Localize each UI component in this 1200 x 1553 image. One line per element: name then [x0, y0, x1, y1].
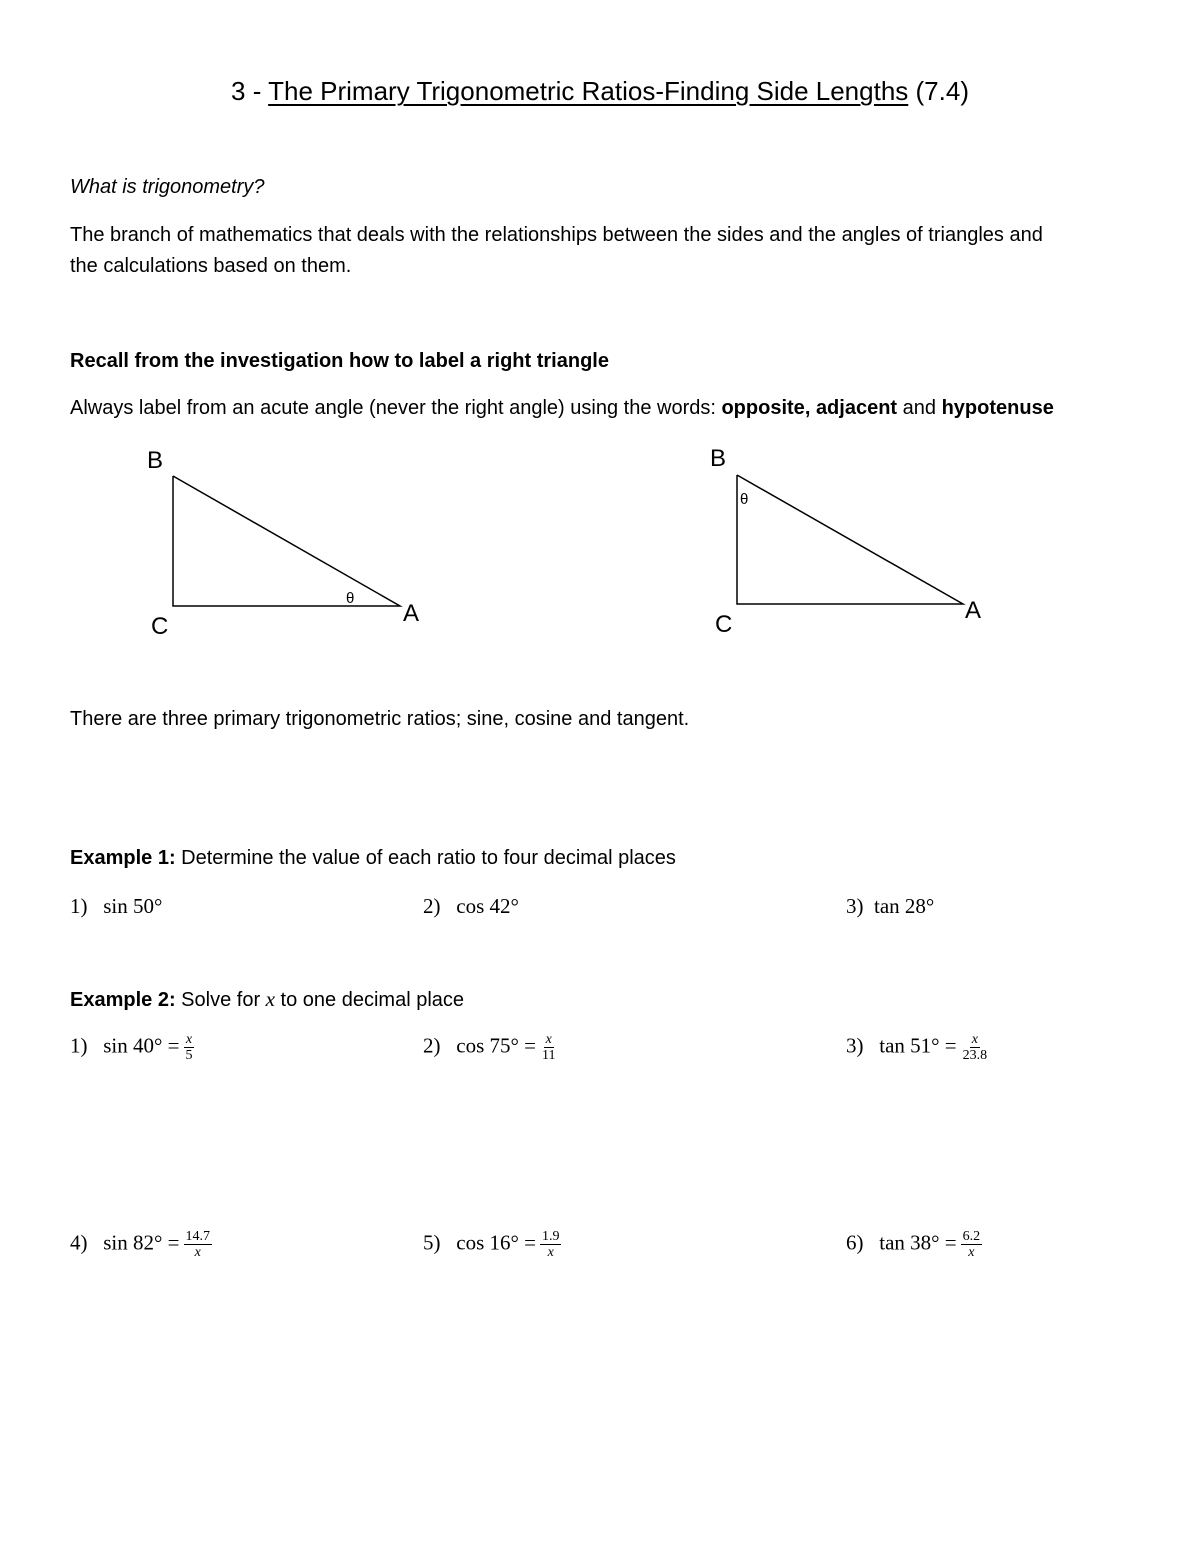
- example1-item-1: [70, 894, 162, 919]
- title-suffix: (7.4): [908, 76, 969, 106]
- example2-instr-b: to one decimal place: [275, 989, 465, 1011]
- example2-item-4-lhs: sin 82° =: [103, 1230, 180, 1255]
- triangle-1: [147, 447, 419, 640]
- intro-definition-line1: The branch of mathematics that deals with the relationships between the sides and the angles of triangles and: [70, 224, 1043, 246]
- example1-item-2-expr: cos 42°: [456, 894, 519, 918]
- example2-item-1-num: 1): [70, 1033, 88, 1058]
- example2-item-2-fraction: [540, 1032, 557, 1063]
- example1-item-1-expr: sin 50°: [103, 894, 163, 918]
- triangle-2-label-a: A: [965, 597, 982, 624]
- example1-item-3-expr: tan 28°: [874, 894, 935, 918]
- example2-item-4-numerator: 14.7: [185, 1229, 210, 1244]
- example2-instr-a: Solve for: [175, 989, 266, 1011]
- triangle-2-label-b: B: [710, 445, 727, 472]
- example2-item-3: [846, 1032, 989, 1063]
- example2-item-6-fraction: [961, 1229, 983, 1260]
- example1-label: Example 1: [70, 847, 169, 869]
- example2-heading: [70, 987, 464, 1012]
- example2-item-5-lhs: cos 16° =: [456, 1230, 536, 1255]
- example1-item-2-num: 2): [423, 894, 441, 918]
- example1-colon: :: [168, 847, 176, 869]
- example2-item-2-lhs: cos 75° =: [456, 1033, 536, 1058]
- example2-item-3-lhs: tan 51° =: [879, 1033, 957, 1058]
- recall-heading: Recall from the investigation how to label a right triangle: [70, 350, 609, 372]
- example2-item-3-fraction: [961, 1032, 990, 1063]
- triangle-1-label-b: B: [147, 447, 164, 474]
- word-opposite: opposite: [721, 397, 805, 419]
- triangle-2-theta: θ: [740, 491, 749, 508]
- example1-item-1-num: 1): [70, 894, 88, 918]
- example2-item-2-denominator: 11: [541, 1048, 556, 1063]
- example2-item-5: [423, 1229, 561, 1260]
- example2-item-6-lhs: tan 38° =: [879, 1230, 957, 1255]
- example1-instruction: Determine the value of each ratio to four decimal places: [175, 847, 676, 869]
- example2-item-4-denominator: x: [194, 1245, 201, 1260]
- example2-item-4: [70, 1229, 212, 1260]
- triangle-1-label-c: C: [151, 613, 169, 640]
- sep-comma: ,: [804, 397, 816, 419]
- example2-colon: :: [168, 989, 176, 1011]
- triangle-1-label-a: A: [403, 600, 420, 627]
- example2-item-1-denominator: 5: [185, 1048, 193, 1063]
- example2-item-6-num: 6): [846, 1230, 864, 1255]
- example2-item-3-denominator: 23.8: [962, 1048, 988, 1063]
- intro-question: What is trigonometry?: [70, 176, 265, 198]
- example2-item-2: [423, 1032, 557, 1063]
- word-adjacent: adjacent: [815, 397, 898, 419]
- example2-instr-var: x: [265, 987, 275, 1011]
- example2-item-5-numerator: 1.9: [541, 1229, 560, 1244]
- triangle-2-outline: [737, 475, 963, 604]
- example2-item-5-denominator: x: [547, 1245, 554, 1260]
- example2-item-2-num: 2): [423, 1033, 441, 1058]
- triangle-1-theta: θ: [346, 590, 355, 607]
- example2-item-2-numerator: x: [545, 1032, 552, 1047]
- example2-item-5-fraction: [540, 1229, 562, 1260]
- example2-item-3-num: 3): [846, 1033, 864, 1058]
- example2-item-1-lhs: sin 40° =: [103, 1033, 180, 1058]
- ratios-text: There are three primary trigonometric ratios; sine, cosine and tangent.: [70, 708, 690, 730]
- triangle-2: [710, 445, 981, 638]
- example1-item-3-num: 3): [846, 894, 864, 918]
- title-prefix: 3 -: [231, 76, 269, 106]
- sep-and: and: [897, 397, 942, 419]
- recall-text-start: Always label from an acute angle (never the right angle) using the words:: [70, 397, 722, 419]
- example2-item-3-numerator: x: [971, 1032, 979, 1047]
- triangle-2-label-c: C: [715, 611, 733, 638]
- example2-item-1-fraction: [184, 1032, 195, 1063]
- example1-item-3: [846, 894, 934, 919]
- example2-label: Example 2: [70, 989, 169, 1011]
- title-main: The Primary Trigonometric Ratios-Finding Side Lengths: [268, 76, 909, 106]
- example2-item-6-denominator: x: [968, 1245, 975, 1260]
- example2-item-6-numerator: 6.2: [962, 1229, 981, 1244]
- example2-item-1-numerator: x: [185, 1032, 193, 1047]
- example2-item-4-fraction: [184, 1229, 213, 1260]
- example2-item-1: [70, 1032, 195, 1063]
- example1-item-2: [423, 894, 519, 919]
- example2-item-6: [846, 1229, 982, 1260]
- word-hypotenuse: hypotenuse: [941, 397, 1054, 419]
- intro-definition-line2: the calculations based on them.: [70, 255, 352, 277]
- example1-heading: [70, 847, 676, 870]
- example2-item-5-num: 5): [423, 1230, 441, 1255]
- example2-item-4-num: 4): [70, 1230, 88, 1255]
- triangle-diagrams: [0, 0, 1200, 700]
- triangle-1-outline: [173, 476, 400, 606]
